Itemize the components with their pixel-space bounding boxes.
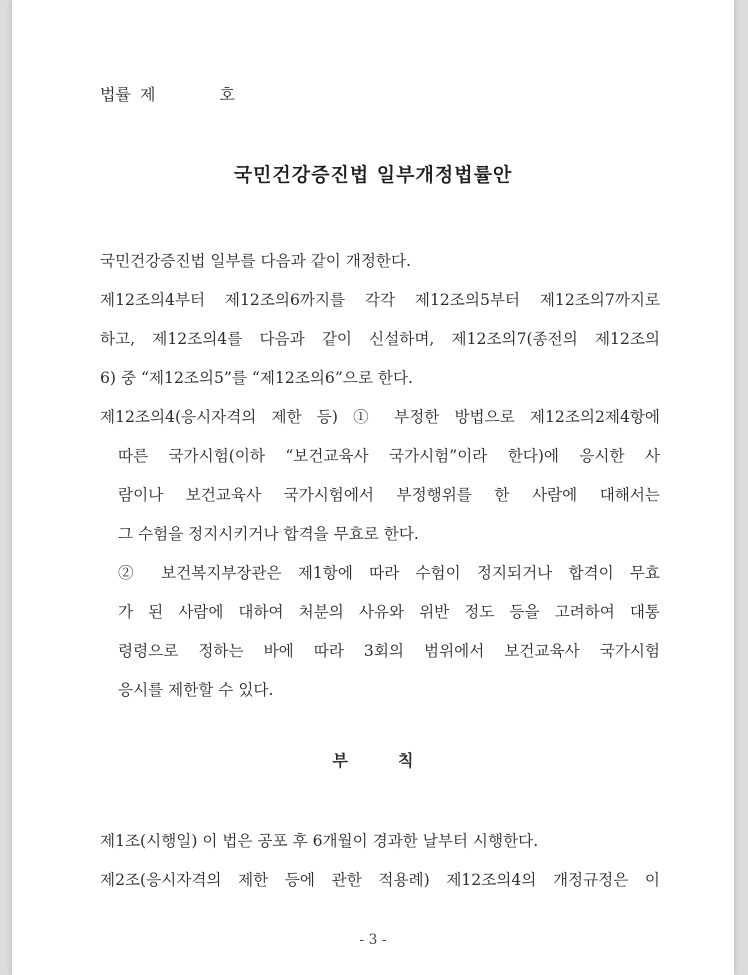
bill-title: 국민건강증진법 일부개정법률안 (233, 164, 513, 186)
addendum-title-char: 칙 (398, 751, 414, 770)
addendum-title (12, 748, 734, 771)
clause-line: 하고, 제12조의4를 다음과 같이 신설하며, 제12조의7(종전의 제12조의 (100, 330, 660, 348)
article-line: 령령으로 정하는 바에 따라 3회의 범위에서 보건교육사 국가시험 (118, 642, 660, 660)
article-line: ② 보건복지부장관은 제1항에 따라 수험이 정지되거나 합격이 무효 (118, 564, 660, 582)
article-line: 가 된 사람에 대하여 처분의 사유와 위반 정도 등을 고려하여 대통 (118, 603, 660, 621)
addendum-article-1: 제1조(시행일) 이 법은 공포 후 6개월이 경과한 날부터 시행한다. (100, 832, 539, 850)
law-number-suffix: 호 (219, 85, 235, 104)
article-line: 응시를 제한할 수 있다. (118, 681, 274, 699)
document-page (12, 0, 734, 975)
law-number-prefix: 제 (140, 85, 156, 104)
addendum-article-2: 제2조(응시자격의 제한 등에 관한 적용례) 제12조의4의 개정규정은 이 (100, 871, 660, 889)
page-number: - 3 - (359, 932, 387, 948)
article-line: 제12조의4(응시자격의 제한 등) ① 부정한 방법으로 제12조의2제4항에 (100, 408, 660, 426)
clause-line: 6) 중 “제12조의5”를 “제12조의6”으로 한다. (100, 369, 413, 387)
amendment-intro: 국민건강증진법 일부를 다음과 같이 개정한다. (100, 252, 411, 270)
article-line: 따른 국가시험(이하 “보건교육사 국가시험”이라 한다)에 응시한 사 (118, 447, 660, 465)
amendment-body (100, 242, 660, 710)
law-number-line (100, 82, 235, 105)
addendum-title-char: 부 (332, 751, 348, 770)
law-label: 법률 (100, 85, 131, 104)
article-line: 그 수험을 정지시키거나 합격을 무효로 한다. (118, 525, 419, 543)
article-line: 람이나 보건교육사 국가시험에서 부정행위를 한 사람에 대해서는 (118, 486, 660, 504)
addendum-body (100, 822, 660, 900)
clause-line: 제12조의4부터 제12조의6까지를 각각 제12조의5부터 제12조의7까지로 (100, 291, 660, 309)
